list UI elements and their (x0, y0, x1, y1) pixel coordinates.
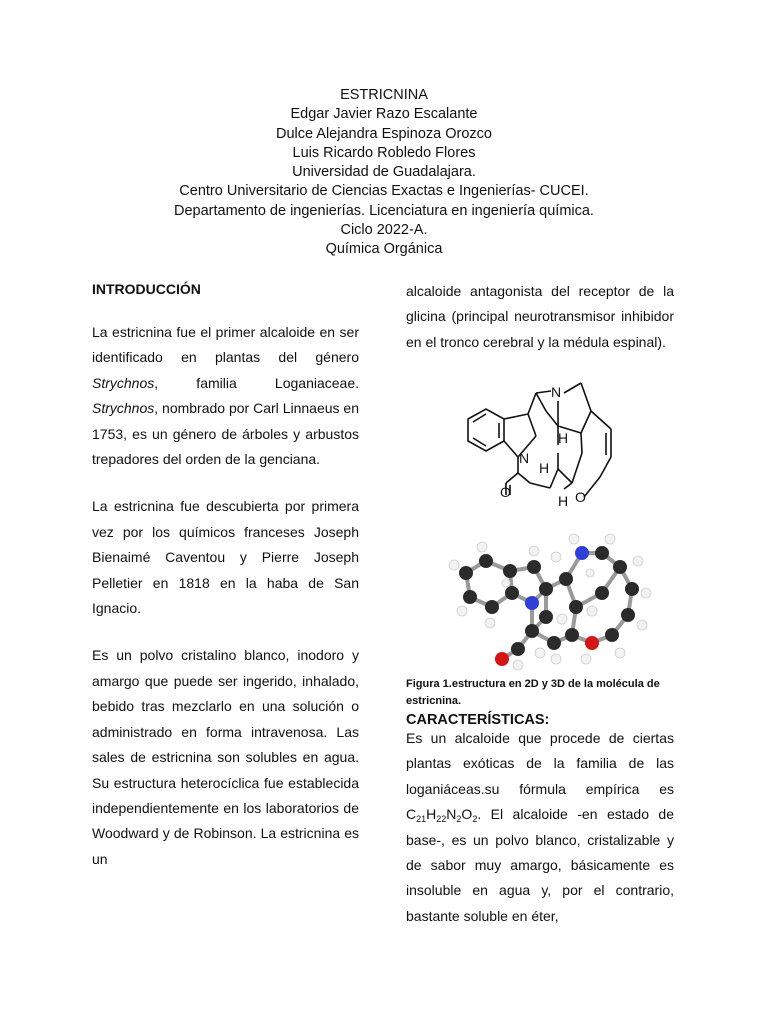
characteristics-body (406, 726, 674, 929)
atom-n-top: N (551, 384, 562, 400)
intro-paragraph-2: La estricnina fue descubierta por primera vez por los químicos franceses Joseph Bienaimé Caventou y Pierre Joseph Pelletier en 1818 en la haba de San Ignacio. (92, 498, 359, 617)
strychnine-figure (406, 381, 676, 673)
intro-continuation: alcaloide antagonista del receptor de la glicina (principal neurotransmisor inhibidor en el tronco cerebral y la médula espinal). (406, 283, 674, 350)
intro-heading: INTRODUCCIÓN (92, 281, 201, 297)
atom-o-carbonyl: O (500, 484, 511, 500)
char-part-b: . El alcaloide -en estado de base-, es un polvo blanco, cristalizable y de sabor muy amargo, básicamente es insoluble en agua y, por el contrario, bastante soluble en éter, (406, 806, 674, 924)
intro-p1-part-c: , nombrado por Carl Linnaeus en 1753, es un género de árboles y arbustos trepadores del orden de la genciana. (92, 400, 359, 468)
paper-header (0, 86, 768, 260)
atom-h-2: H (539, 460, 550, 476)
caption-period: . (457, 695, 462, 707)
author-1: Edgar Javier Razo Escalante (290, 106, 478, 123)
strychnine-structure-drawing (406, 381, 676, 673)
right-column-top (406, 279, 674, 355)
atom-o-ether: O (575, 489, 586, 505)
university: Universidad de Guadalajara. (292, 164, 476, 181)
structure-2d (468, 383, 611, 497)
atom-h-1: H (558, 430, 569, 446)
left-column (92, 280, 359, 872)
intro-p1-part-a: La estricnina fue el primer alcaloide en ser identificado en plantas del género (92, 324, 359, 366)
atom-h-3: H (558, 493, 569, 509)
center: Centro Universitario de Ciencias Exactas e Ingenierías- CUCEI. (179, 183, 589, 200)
atom-n-amide: N (519, 450, 530, 466)
author-2: Dulce Alejandra Espinoza Orozco (275, 125, 492, 142)
caption-text: Figura 1.estructura en 2D y 3D de la molécula de estricnina (406, 678, 660, 707)
intro-p1-part-b: , familia Loganiaceae. (154, 374, 359, 391)
characteristics-paragraph (406, 726, 674, 929)
genus-italic-1: Strychnos (92, 374, 155, 391)
department: Departamento de ingenierías. Licenciatura en ingeniería química. (174, 202, 594, 219)
genus-italic-2: Strychnos (92, 400, 155, 417)
figure-caption (406, 676, 678, 710)
intro-paragraph-1 (92, 320, 359, 472)
author-3: Luis Ricardo Robledo Flores (292, 144, 476, 161)
char-part-a: Es un alcaloide que procede de ciertas plantas exóticas de la familia de las loganiáceas.su fórmula empírica es (406, 730, 674, 797)
structure-3d (449, 534, 651, 670)
characteristics-heading: CARACTERÍSTICAS: (406, 712, 550, 728)
intro-paragraph-3: Es un polvo cristalino blanco, inodoro y amargo que puede ser ingerido, inhalado, bebido tras mezclarlo en una solución o administrado en forma intravenosa. Las sales de estricnina son solubles en agua. Su estructura heterocíclica fue establecida independientemente en los laboratorios de Woodward y de Robinson. La estricnina es un (92, 647, 359, 867)
paper-title: ESTRICNINA (340, 87, 428, 103)
empirical-formula: $C_{21}H_{22}N_2O_2$ (406, 806, 478, 825)
cycle: Ciclo 2022-A. (340, 222, 428, 239)
course: Química Orgánica (325, 241, 443, 258)
